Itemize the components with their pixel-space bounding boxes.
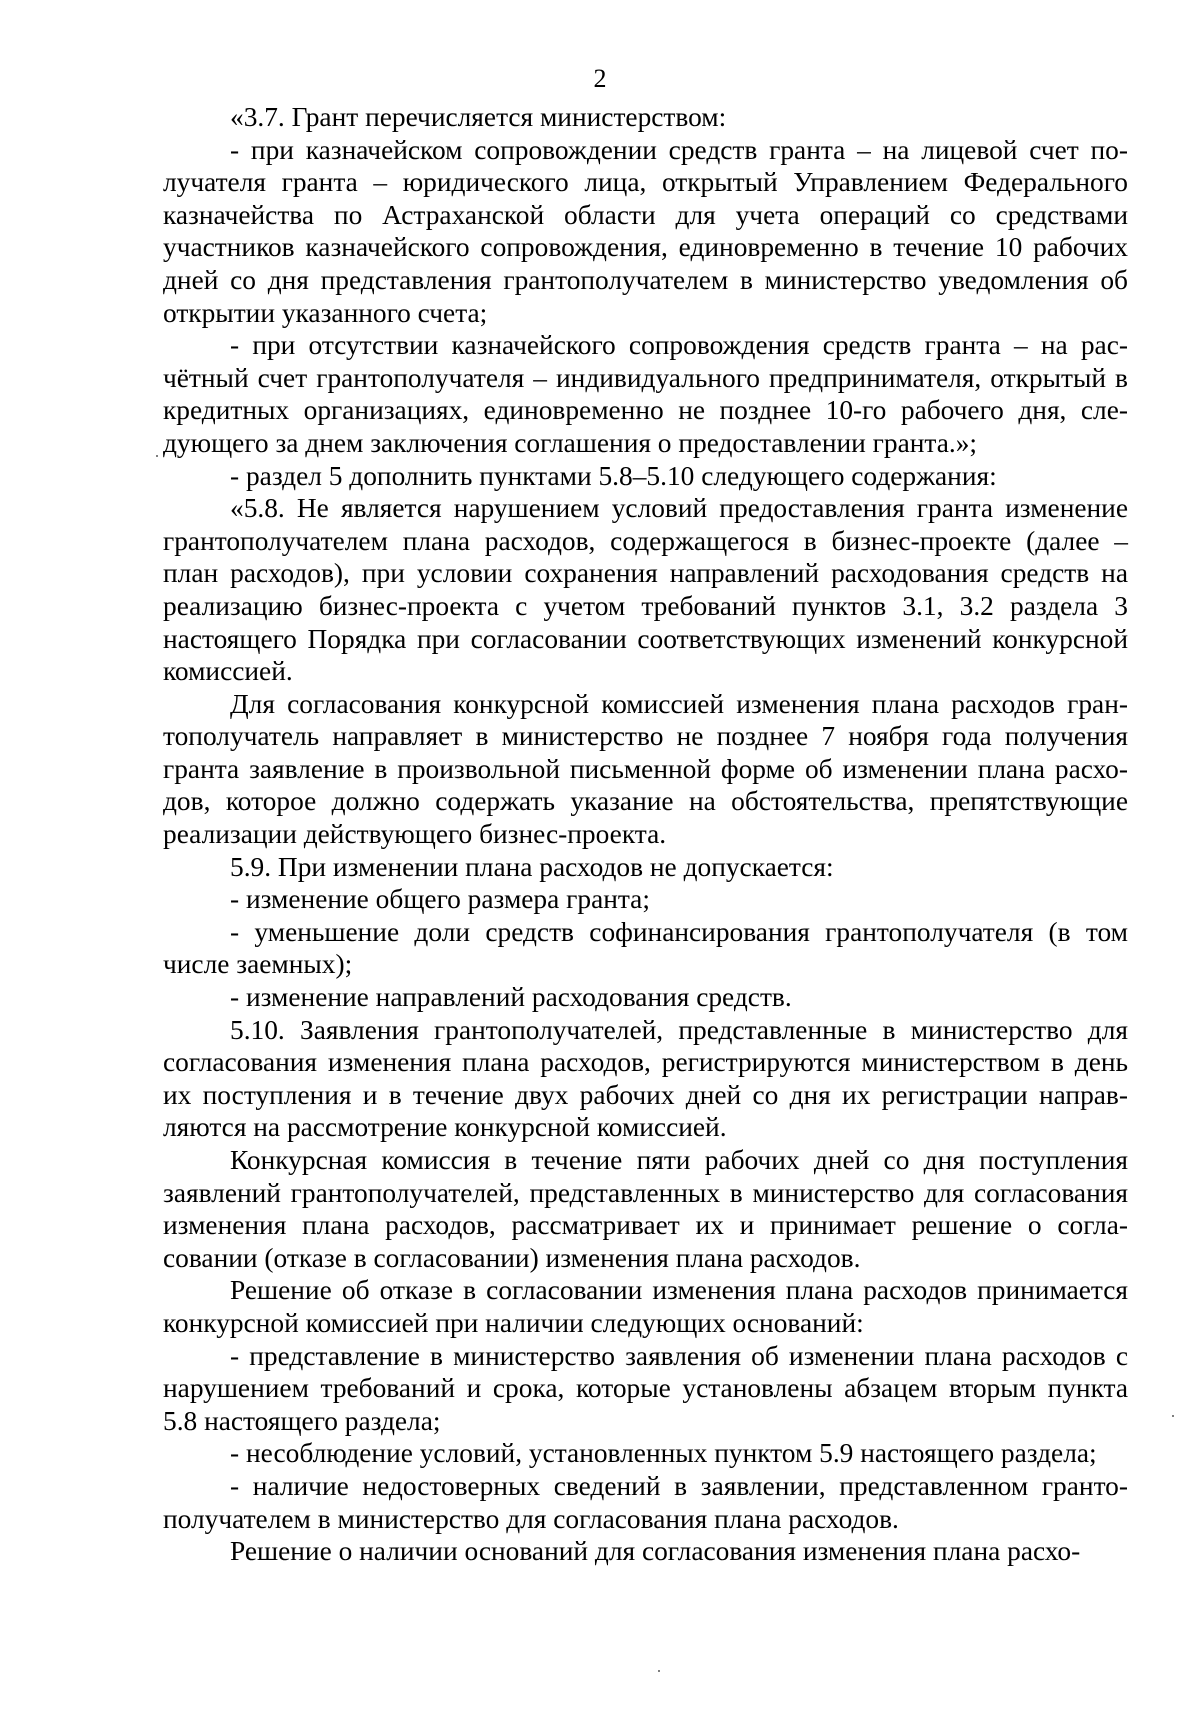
paragraph: - при отсутствии казначейского сопровождения средств гранта – на расчётный счет грантополучателя – индивидуального предпринимателя, открытый в кредитных организациях, единовременно не позднее 10-го рабочего дня, следующего за днем заключения соглашения о предоставлении гранта.»;: [163, 330, 1128, 458]
paragraph: «3.7. Грант перечисляется министерством:: [230, 102, 727, 132]
paragraph: Решение о наличии оснований для согласования изменения плана расхо-: [230, 1536, 1081, 1567]
paragraph: - раздел 5 дополнить пунктами 5.8–5.10 следующего содержания:: [230, 460, 997, 491]
paragraph: - наличие недостоверных сведений в заявлении, представленном грантополучателем в министерство для согласования плана расходов.: [163, 1470, 1128, 1534]
paragraph: Решение об отказе в согласовании изменения плана расходов принимается конкурсной комиссией при наличии следующих оснований:: [163, 1275, 1128, 1338]
document-body: [163, 101, 1128, 1568]
scan-speck: [156, 455, 158, 457]
paragraph: «5.8. Не является нарушением условий предоставления гранта изменение грантополучателем плана расходов, содержащегося в бизнес-проекте (далее – план расходов), при условии сохранения направлений расходования средств на реализацию бизнес-проекта с учетом требований пунктов 3.1, 3.2 раздела 3 настоящего Порядка при согласовании соответствующих изменений конкурсной комиссией.: [163, 493, 1128, 687]
paragraph: Для согласования конкурсной комиссией изменения плана расходов грантополучатель направляет в министерство не позднее 7 ноября года получения гранта заявление в произвольной письменной форме об изменении плана расходов, которое должно содержать указание на обстоятельства, препятствующие реализации действующего бизнес-проекта.: [163, 688, 1128, 850]
paragraph: - несоблюдение условий, установленных пунктом 5.9 настоящего раздела;: [230, 1438, 1097, 1469]
paragraph: - уменьшение доли средств софинансирования грантополучателя (в том числе заемных);: [163, 916, 1128, 980]
paragraph: 5.9. При изменении плана расходов не допускается:: [230, 851, 834, 882]
paragraph: Конкурсная комиссия в течение пяти рабочих дней со дня поступления заявлений грантополучателей, представленных в министерство для согласования изменения плана расходов, рассматривает их и принимает решение о согласовании (отказе в согласовании) изменения плана расходов.: [163, 1145, 1128, 1273]
paragraph: - представление в министерство заявления об изменении плана расходов с нарушением требований и срока, которые установлены абзацем вторым пункта 5.8 настоящего раздела;: [163, 1340, 1128, 1436]
paragraph: - при казначейском сопровождении средств гранта – на лицевой счет получателя гранта – юридического лица, открытый Управлением Федерального казначейства по Астраханской области для учета операций со средствами участников казначейского сопровождения, единовременно в течение 10 рабочих дней со дня представления грантополучателем в министерство уведомления об открытии указанного счета;: [163, 134, 1128, 328]
scan-speck: [658, 1670, 660, 1672]
paragraph: - изменение общего размера гранта;: [230, 884, 650, 915]
scan-speck: [1172, 1415, 1174, 1417]
page-number: 2: [593, 64, 607, 93]
paragraph: - изменение направлений расходования средств.: [230, 982, 792, 1013]
paragraph: 5.10. Заявления грантополучателей, представленные в министерство для согласования изменения плана расходов, регистрируются министерством в день их поступления и в течение двух рабочих дней со дня их регистрации направляются на рассмотрение конкурсной комиссией.: [163, 1014, 1128, 1143]
